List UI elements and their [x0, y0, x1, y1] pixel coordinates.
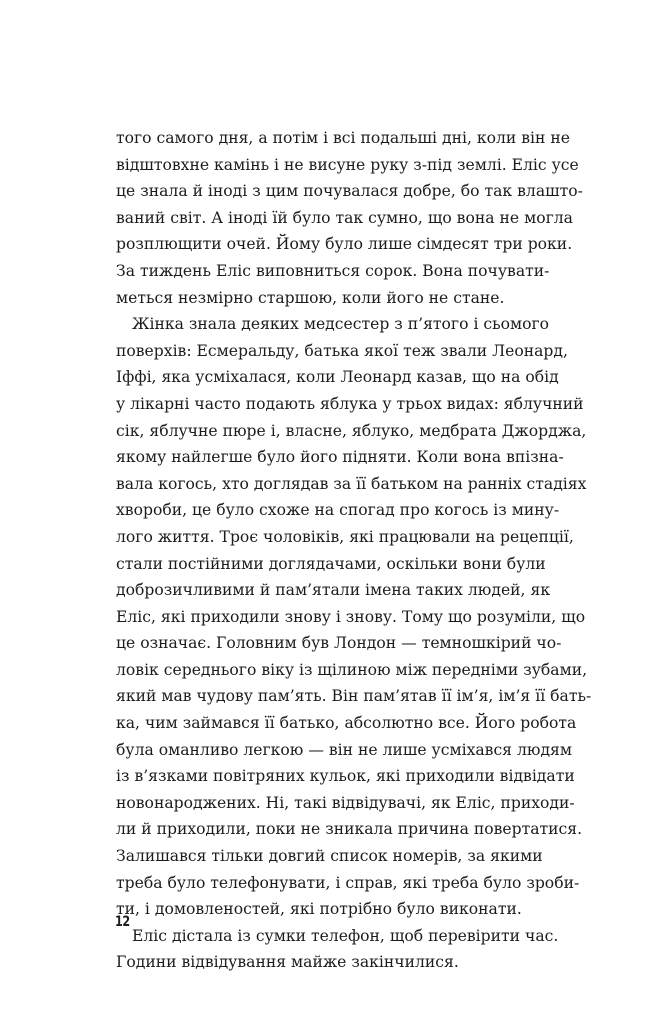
text-line: ловік середнього віку із щілиною між передніми зубами,: [116, 660, 588, 679]
text-line: ти, і домовленостей, які потрібно було виконати.: [116, 900, 522, 919]
text-line: у лікарні часто подають яблука у трьох видах: яблучний: [116, 394, 584, 413]
text-line: це означає. Головним був Лондон — темношкірий чо-: [116, 634, 562, 653]
text-line: Залишався тільки довгий список номерів, за якими: [116, 847, 543, 866]
text-line: із в’язками повітряних кульок, які приходили відвідати: [116, 767, 575, 786]
body-text: [116, 125, 592, 976]
text-line: це знала й іноді з цим почувалася добре, бо так влашто-: [116, 182, 583, 201]
text-line: Іффі, яка усміхалася, коли Леонард казав, що на обід: [116, 368, 559, 387]
text-line: того самого дня, а потім і всі подальші дні, коли він не: [116, 129, 571, 147]
paragraph: [116, 125, 583, 311]
text-line: Еліс дістала із сумки телефон, щоб перевірити час.: [132, 926, 559, 945]
text-line: стали постійними доглядачами, оскільки вони були: [116, 554, 546, 573]
text-line: Еліс, які приходили знову і знову. Тому що розуміли, що: [116, 607, 586, 626]
text-line: новонароджених. Ні, такі відвідувачі, як Еліс, приходи-: [116, 793, 575, 812]
text-line: який мав чудову пам’ять. Він пам’ятав її ім’я, ім’я її бать-: [116, 687, 592, 706]
paragraph: [116, 923, 559, 976]
text-line: відштовхне камінь і не висуне руку з-під землі. Еліс усе: [116, 155, 579, 174]
paragraph: [116, 311, 592, 923]
text-line: ка, чим займався її батько, абсолютно все. Його робота: [116, 714, 577, 733]
text-line: лого життя. Троє чоловіків, які працювали на рецепції,: [116, 527, 574, 546]
text-line: меться незмірно старшою, коли його не стане.: [116, 288, 505, 307]
text-line: сік, яблучне пюре і, власне, яблуко, медбрата Джорджа,: [116, 421, 587, 440]
text-line: доброзичливими й пам’ятали імена таких людей, як: [116, 581, 551, 600]
page-number: 12: [115, 914, 130, 930]
text-line: якому найлегше було його підняти. Коли вона впізна-: [116, 448, 564, 467]
text-line: За тиждень Еліс виповниться сорок. Вона почувати-: [116, 261, 550, 280]
text-line: поверхів: Есмеральду, батька якої теж звали Леонард,: [116, 341, 568, 360]
text-line: ли й приходили, поки не зникала причина повертатися.: [116, 820, 583, 839]
text-line: треба було телефонувати, і справ, які треба було зроби-: [116, 873, 580, 892]
text-line: вала когось, хто доглядав за її батьком на ранніх стадіях: [116, 474, 587, 493]
text-line: ваний світ. А іноді їй було так сумно, що вона не могла: [116, 208, 573, 227]
text-line: була оманливо легкою — він не лише усміхався людям: [116, 740, 573, 759]
text-line: розплющити очей. Йому було лише сімдесят три роки.: [116, 235, 573, 254]
text-line: Години відвідування майже закінчилися.: [116, 953, 459, 972]
text-line: Жінка знала деяких медсестер з п’ятого і сьомого: [132, 315, 550, 334]
text-line: хвороби, це було схоже на спогад про когось із мину-: [116, 501, 560, 520]
